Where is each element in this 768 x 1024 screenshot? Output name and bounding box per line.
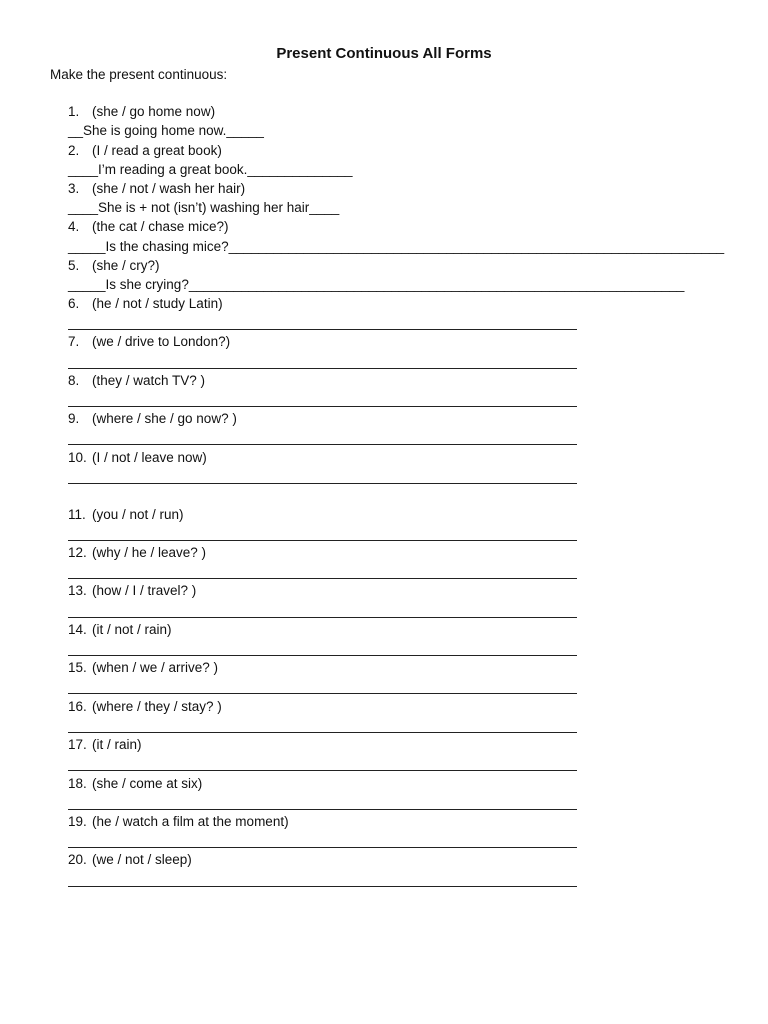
item-number: 5.: [68, 258, 80, 273]
item-prompt: (it / rain): [92, 737, 142, 752]
blank-answer-line-18[interactable]: [68, 809, 577, 810]
item-prompt: (it / not / rain): [92, 622, 172, 637]
item-prompt: (you / not / run): [92, 507, 184, 522]
exercise-item-11: [68, 507, 184, 522]
blank-answer-line-11[interactable]: [68, 540, 577, 541]
item-prompt: (why / he / leave? ): [92, 545, 207, 560]
answer-line-3[interactable]: ____She is + not (isn’t) washing her hair____: [68, 200, 340, 215]
item-number: 11.: [68, 507, 86, 522]
item-number: 14.: [68, 622, 87, 637]
item-number: 15.: [68, 660, 87, 675]
exercise-item-12: [68, 545, 206, 560]
blank-answer-line-8[interactable]: [68, 406, 577, 407]
item-prompt: (he / not / study Latin): [92, 296, 223, 311]
exercise-item-13: [68, 583, 196, 598]
exercise-item-7: [68, 334, 230, 349]
blank-answer-line-13[interactable]: [68, 617, 577, 618]
blank-answer-line-14[interactable]: [68, 655, 577, 656]
blank-answer-line-12[interactable]: [68, 578, 577, 579]
exercise-item-15: [68, 660, 218, 675]
item-number: 13.: [68, 583, 87, 598]
item-number: 3.: [68, 181, 80, 196]
exercise-item-9: [68, 411, 237, 426]
blank-answer-line-19[interactable]: [68, 847, 577, 848]
exercise-item-6: [68, 296, 223, 311]
item-prompt: (she / cry?): [92, 258, 160, 273]
item-prompt: (we / not / sleep): [92, 852, 192, 867]
blank-answer-line-9[interactable]: [68, 444, 577, 445]
exercise-item-1: [68, 104, 215, 119]
exercise-item-2: [68, 143, 222, 158]
blank-answer-line-20[interactable]: [68, 886, 577, 887]
item-number: 2.: [68, 143, 80, 158]
blank-answer-line-16[interactable]: [68, 732, 577, 733]
exercise-item-18: [68, 776, 202, 791]
exercise-item-17: [68, 737, 142, 752]
item-prompt: (she / go home now): [92, 104, 216, 119]
blank-answer-line-7[interactable]: [68, 368, 577, 369]
item-prompt: (I / not / leave now): [92, 450, 207, 465]
item-prompt: (they / watch TV? ): [92, 373, 206, 388]
worksheet-title: Present Continuous All Forms: [276, 45, 492, 62]
item-prompt: (she / come at six): [92, 776, 203, 791]
item-prompt: (he / watch a film at the moment): [92, 814, 289, 829]
item-prompt: (where / she / go now? ): [92, 411, 237, 426]
exercise-item-10: [68, 450, 207, 465]
exercise-item-5: [68, 258, 160, 273]
item-number: 6.: [68, 296, 80, 311]
item-prompt: (where / they / stay? ): [92, 699, 222, 714]
item-prompt: (when / we / arrive? ): [92, 660, 219, 675]
item-prompt: (she / not / wash her hair): [92, 181, 246, 196]
item-number: 1.: [68, 104, 80, 119]
exercise-item-3: [68, 181, 245, 196]
item-prompt: (we / drive to London?): [92, 334, 231, 349]
item-number: 12.: [68, 545, 87, 560]
item-prompt: (I / read a great book): [92, 143, 222, 158]
blank-answer-line-17[interactable]: [68, 770, 577, 771]
item-number: 10.: [68, 450, 87, 465]
exercise-item-8: [68, 373, 205, 388]
item-number: 7.: [68, 334, 80, 349]
item-number: 19.: [68, 814, 87, 829]
exercise-item-14: [68, 622, 172, 637]
answer-line-1[interactable]: __She is going home now._____: [68, 123, 264, 138]
item-number: 4.: [68, 219, 80, 234]
exercise-item-19: [68, 814, 289, 829]
exercise-item-4: [68, 219, 229, 234]
answer-line-5[interactable]: _____Is she crying?__________________________________________________________________: [68, 277, 685, 292]
exercise-item-16: [68, 699, 222, 714]
item-number: 16.: [68, 699, 87, 714]
item-number: 8.: [68, 373, 80, 388]
item-number: 9.: [68, 411, 80, 426]
answer-line-4[interactable]: _____Is the chasing mice?__________________________________________________________________: [68, 239, 725, 254]
blank-answer-line-15[interactable]: [68, 693, 577, 694]
instruction-text: Make the present continuous:: [50, 67, 228, 82]
blank-answer-line-6[interactable]: [68, 329, 577, 330]
exercise-item-20: [68, 852, 192, 867]
blank-answer-line-10[interactable]: [68, 483, 577, 484]
item-prompt: (the cat / chase mice?): [92, 219, 229, 234]
item-prompt: (how / I / travel? ): [92, 583, 197, 598]
item-number: 20.: [68, 852, 87, 867]
item-number: 17.: [68, 737, 87, 752]
item-number: 18.: [68, 776, 87, 791]
answer-line-2[interactable]: ____I’m reading a great book.______________: [68, 162, 353, 177]
